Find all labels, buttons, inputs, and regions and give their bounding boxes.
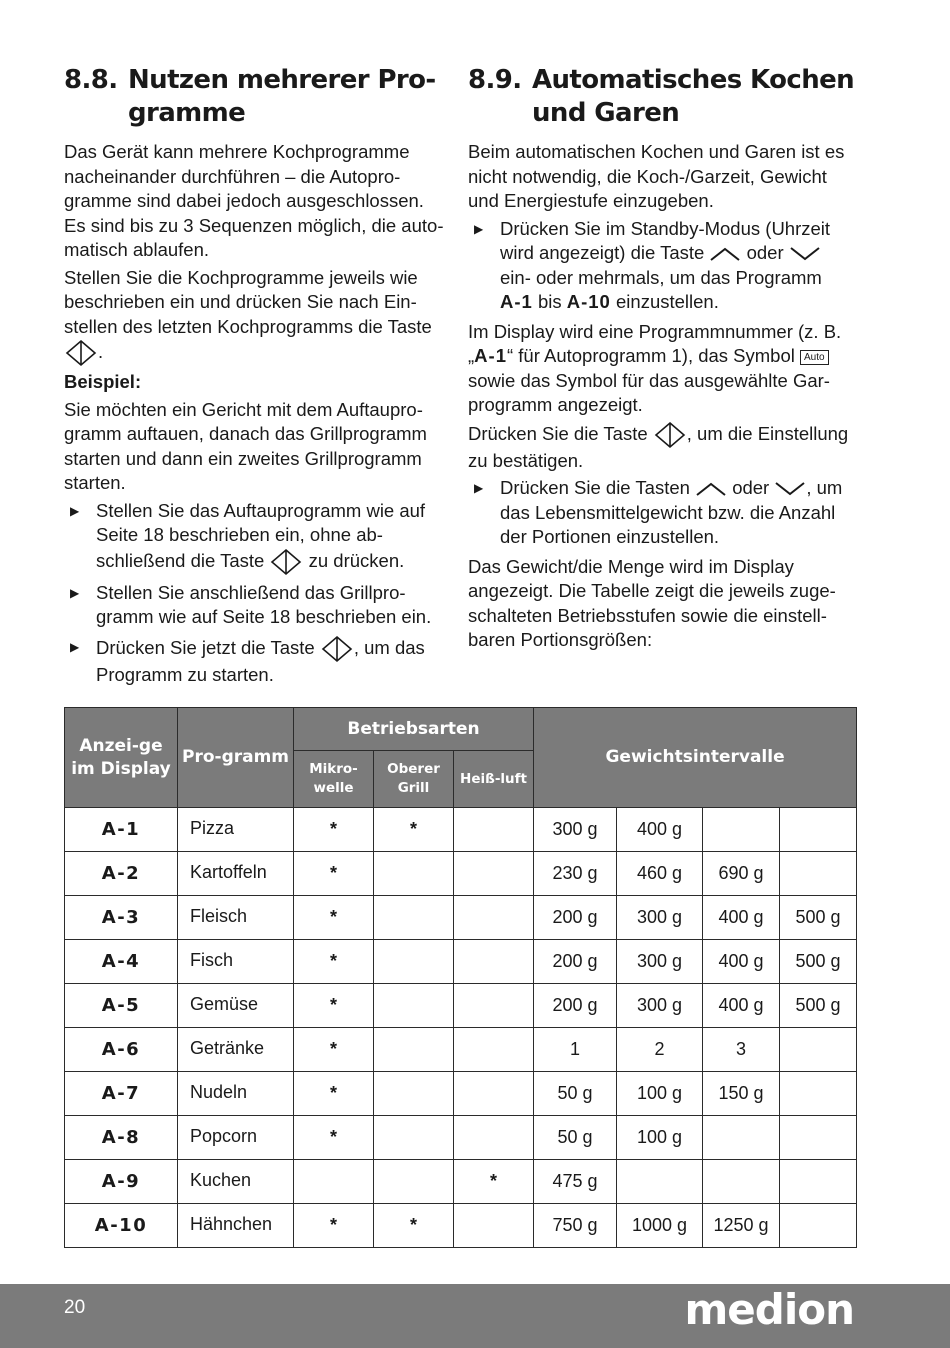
weight-cell: 400 g	[703, 984, 780, 1028]
weight-cell	[780, 1160, 857, 1204]
section-8-8	[64, 64, 449, 692]
table-row	[65, 1028, 857, 1072]
list-item: ▶ Stellen Sie anschließend das Grillpro-gramm wie auf Seite 18 beschrieben ein.	[64, 581, 449, 630]
microwave-cell: *	[294, 940, 374, 984]
weight-cell: 2	[617, 1028, 703, 1072]
section-title: Nutzen mehrerer Pro- gramme	[128, 65, 436, 128]
weight-cell: 50 g	[534, 1072, 617, 1116]
weight-cell: 150 g	[703, 1072, 780, 1116]
triangle-bullet-icon: ▶	[70, 639, 80, 654]
section-8-9	[468, 64, 860, 656]
chevron-down-icon	[774, 481, 806, 497]
header-weights: Gewichtsintervalle	[534, 708, 857, 808]
table-row	[65, 984, 857, 1028]
weight-cell	[703, 808, 780, 852]
program-code-cell: A-6	[65, 1028, 178, 1072]
program-code-cell: A-2	[65, 852, 178, 896]
microwave-cell	[294, 1160, 374, 1204]
program-name-cell: Popcorn	[178, 1116, 294, 1160]
grill-cell	[374, 1116, 454, 1160]
section-number: 8.8.	[64, 65, 118, 95]
paragraph: Das Gewicht/die Menge wird im Display angezeigt. Die Tabelle zeigt die jeweils zuge-schalteten Betriebsstufen sowie die einstell-baren Portionsgrößen:	[468, 555, 836, 650]
section-number: 8.9.	[468, 65, 522, 95]
microwave-cell: *	[294, 852, 374, 896]
header-program: Pro-gramm	[178, 708, 294, 808]
program-code-cell: A-1	[65, 808, 178, 852]
table-body	[65, 808, 857, 1248]
grill-cell	[374, 1028, 454, 1072]
header-display: Anzei-ge im Display	[65, 708, 178, 808]
paragraph: Stellen Sie die Kochprogramme jeweils wie beschrieben ein und drücken Sie nach Ein-stellen des letzten Kochprogramms die Taste .	[64, 266, 449, 368]
weight-cell: 300 g	[617, 984, 703, 1028]
program-name-cell: Gemüse	[178, 984, 294, 1028]
hotair-cell	[454, 1028, 534, 1072]
triangle-bullet-icon: ▶	[70, 503, 80, 518]
grill-cell	[374, 1160, 454, 1204]
header-microwave: Mikro-welle	[294, 751, 374, 808]
list-item: ▶ Drücken Sie im Standby-Modus (Uhrzeit wird angezeigt) die Taste oder ein- oder mehrmals, um das Programm A-1 bis A-10 einzustellen.	[468, 217, 860, 315]
list-item: ▶ Drücken Sie die Tasten oder , um das Lebensmittelgewicht bzw. die Anzahl der Portionen einzustellen.	[468, 476, 860, 550]
weight-cell	[703, 1160, 780, 1204]
weight-cell: 750 g	[534, 1204, 617, 1248]
header-modes: Betriebsarten	[294, 708, 534, 751]
header-hotair: Heiß-luft	[454, 751, 534, 808]
weight-cell: 500 g	[780, 940, 857, 984]
program-code-cell: A-8	[65, 1116, 178, 1160]
grill-cell	[374, 984, 454, 1028]
hotair-cell	[454, 1116, 534, 1160]
triangle-bullet-icon: ▶	[474, 221, 484, 236]
paragraph: Drücken Sie die Taste , um die Einstellung zu bestätigen.	[468, 422, 849, 471]
auto-program-table	[64, 707, 857, 1248]
paragraph: Das Gerät kann mehrere Kochprogramme nacheinander durchführen – die Autopro-gramme sind dabei jedoch ausgeschlossen. Es sind bis zu 3 Sequenzen möglich, die auto-matisch ablaufen.	[64, 141, 444, 260]
hotair-cell	[454, 808, 534, 852]
program-name-cell: Pizza	[178, 808, 294, 852]
hotair-cell	[454, 896, 534, 940]
table-row	[65, 896, 857, 940]
weight-cell: 1250 g	[703, 1204, 780, 1248]
header-grill: Oberer Grill	[374, 751, 454, 808]
microwave-cell: *	[294, 1116, 374, 1160]
microwave-cell: *	[294, 1028, 374, 1072]
grill-cell	[374, 852, 454, 896]
triangle-bullet-icon: ▶	[70, 585, 80, 600]
program-code: A-10	[566, 291, 611, 312]
weight-cell: 400 g	[703, 940, 780, 984]
table-row	[65, 1204, 857, 1248]
triangle-bullet-icon: ▶	[474, 481, 484, 495]
hotair-cell	[454, 940, 534, 984]
start-diamond-icon	[269, 548, 303, 576]
program-code: A-1	[474, 345, 507, 366]
grill-cell: *	[374, 1204, 454, 1248]
program-code-cell: A-10	[65, 1204, 178, 1248]
program-name-cell: Hähnchen	[178, 1204, 294, 1248]
start-diamond-icon	[653, 421, 687, 449]
weight-cell: 500 g	[780, 984, 857, 1028]
weight-cell	[703, 1116, 780, 1160]
weight-cell: 230 g	[534, 852, 617, 896]
weight-cell	[780, 1028, 857, 1072]
table-row	[65, 808, 857, 852]
hotair-cell	[454, 1204, 534, 1248]
section-heading	[468, 64, 860, 130]
program-name-cell: Nudeln	[178, 1072, 294, 1116]
weight-cell: 300 g	[534, 808, 617, 852]
weight-cell: 200 g	[534, 940, 617, 984]
weight-cell: 1000 g	[617, 1204, 703, 1248]
page-footer	[0, 1284, 950, 1348]
weight-cell: 300 g	[617, 896, 703, 940]
program-code-cell: A-5	[65, 984, 178, 1028]
program-name-cell: Fisch	[178, 940, 294, 984]
program-name-cell: Kartoffeln	[178, 852, 294, 896]
chevron-down-icon	[789, 246, 821, 262]
page-number: 20	[64, 1297, 86, 1318]
hotair-cell	[454, 852, 534, 896]
weight-cell: 300 g	[617, 940, 703, 984]
brand-logo: medion	[684, 1285, 854, 1334]
grill-cell	[374, 940, 454, 984]
chevron-up-icon	[695, 481, 727, 497]
table-row	[65, 1072, 857, 1116]
program-code-cell: A-3	[65, 896, 178, 940]
hotair-cell	[454, 984, 534, 1028]
weight-cell: 50 g	[534, 1116, 617, 1160]
list-item: ▶ Stellen Sie das Auftauprogramm wie auf Seite 18 beschrieben ein, ohne ab-schließend die Taste zu drücken.	[64, 499, 449, 576]
weight-cell	[780, 852, 857, 896]
program-code-cell: A-4	[65, 940, 178, 984]
program-code: A-1	[500, 291, 533, 312]
weight-cell: 475 g	[534, 1160, 617, 1204]
weight-cell: 400 g	[617, 808, 703, 852]
program-name-cell: Getränke	[178, 1028, 294, 1072]
paragraph: Im Display wird eine Programmnummer (z. B. „A-1“ für Autoprogramm 1), das Symbol Auto sowie das Symbol für das ausgewählte Gar-programm angezeigt.	[468, 320, 842, 415]
microwave-cell: *	[294, 1204, 374, 1248]
weight-cell: 200 g	[534, 984, 617, 1028]
table-row	[65, 1160, 857, 1204]
weight-cell	[780, 808, 857, 852]
hotair-cell: *	[454, 1160, 534, 1204]
microwave-cell: *	[294, 1072, 374, 1116]
paragraph: Sie möchten ein Gericht mit dem Auftaupro-gramm auftauen, danach das Grillprogramm starten und dann ein zweites Grillprogramm starten.	[64, 398, 427, 493]
weight-cell	[780, 1116, 857, 1160]
weight-cell: 1	[534, 1028, 617, 1072]
grill-cell	[374, 1072, 454, 1116]
hotair-cell	[454, 1072, 534, 1116]
auto-symbol-icon: Auto	[800, 350, 829, 365]
section-title: Automatisches Kochen und Garen	[532, 65, 855, 128]
program-code-cell: A-9	[65, 1160, 178, 1204]
start-diamond-icon	[64, 339, 98, 367]
weight-cell	[780, 1204, 857, 1248]
microwave-cell: *	[294, 984, 374, 1028]
table-row	[65, 940, 857, 984]
example-label: Beispiel:	[64, 371, 142, 392]
paragraph: Beim automatischen Kochen und Garen ist es nicht notwendig, die Koch-/Garzeit, Gewicht und Energiestufe einzugeben.	[468, 141, 845, 211]
weight-cell: 400 g	[703, 896, 780, 940]
weight-cell: 200 g	[534, 896, 617, 940]
grill-cell	[374, 896, 454, 940]
weight-cell: 100 g	[617, 1072, 703, 1116]
weight-cell: 500 g	[780, 896, 857, 940]
weight-cell: 100 g	[617, 1116, 703, 1160]
list-item: ▶ Drücken Sie jetzt die Taste , um das Programm zu starten.	[64, 635, 449, 688]
table-row	[65, 852, 857, 896]
program-name-cell: Fleisch	[178, 896, 294, 940]
program-name-cell: Kuchen	[178, 1160, 294, 1204]
weight-cell: 460 g	[617, 852, 703, 896]
start-diamond-icon	[320, 635, 354, 663]
chevron-up-icon	[709, 246, 741, 262]
weight-cell	[780, 1072, 857, 1116]
weight-cell: 690 g	[703, 852, 780, 896]
microwave-cell: *	[294, 808, 374, 852]
weight-cell	[617, 1160, 703, 1204]
grill-cell: *	[374, 808, 454, 852]
weight-cell: 3	[703, 1028, 780, 1072]
table-row	[65, 1116, 857, 1160]
section-heading	[64, 64, 449, 130]
program-code-cell: A-7	[65, 1072, 178, 1116]
microwave-cell: *	[294, 896, 374, 940]
